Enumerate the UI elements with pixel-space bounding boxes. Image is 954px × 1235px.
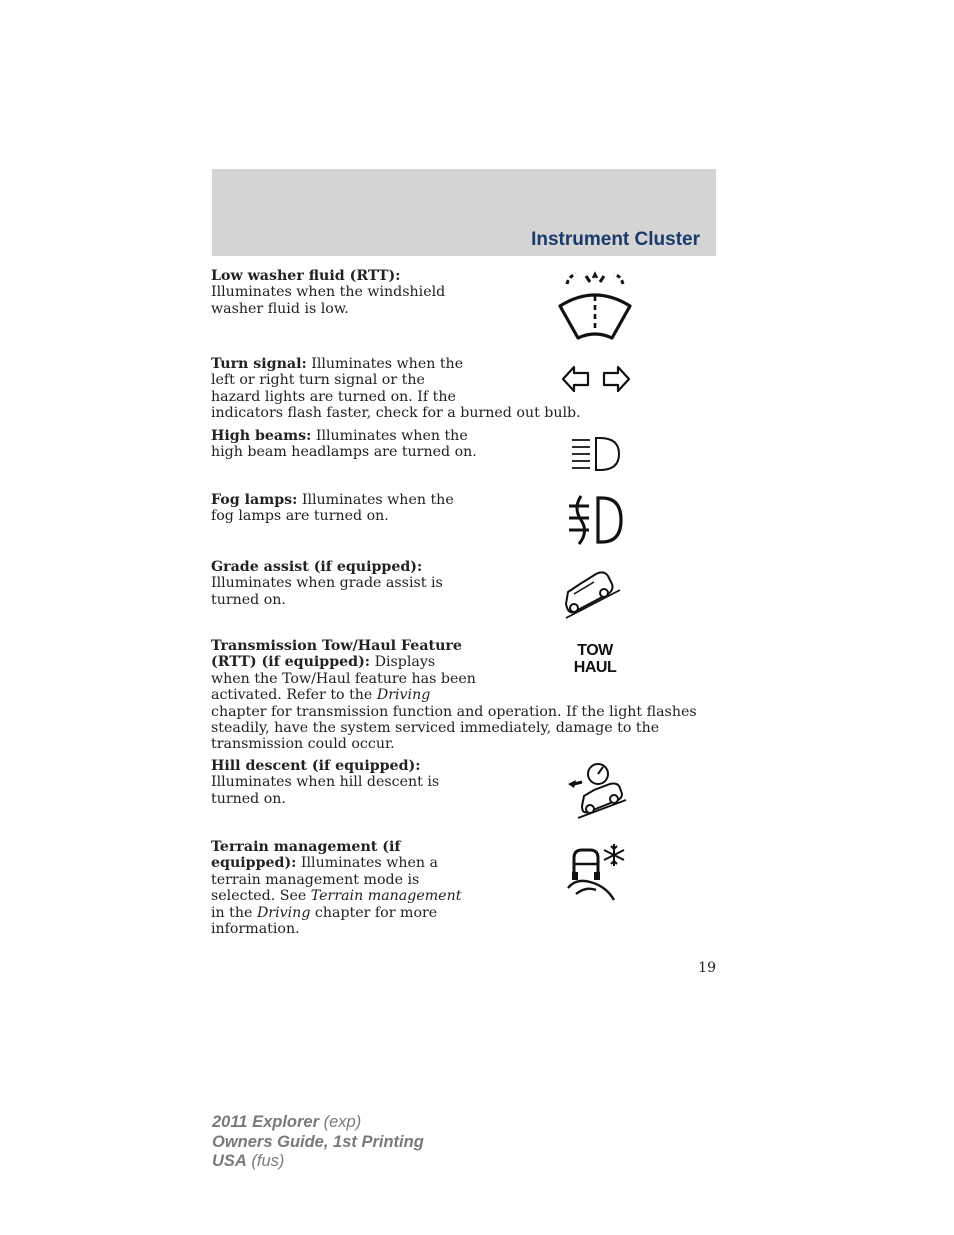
tow-label: TOW	[577, 642, 613, 659]
entry-text-italic: Driving	[376, 687, 431, 704]
footer-model: 2011 Explorer	[212, 1113, 320, 1131]
entry-text: washer fluid is low.	[211, 300, 349, 317]
entry-text: information.	[211, 921, 300, 938]
footer-code: (exp)	[319, 1113, 362, 1131]
section-header	[212, 169, 716, 256]
entry-title: Grade assist (if equipped):	[211, 559, 423, 575]
high-beam-icon	[570, 435, 624, 473]
entry-title: (RTT) (if equipped):	[211, 654, 371, 671]
entry-text: selected. See	[211, 888, 311, 905]
section-title: Instrument Cluster	[531, 229, 700, 250]
entry-title: equipped):	[211, 855, 297, 872]
entry-text: Illuminates when the	[306, 356, 464, 372]
entry-text: transmission could occur.	[211, 736, 395, 753]
entry-text: left or right turn signal or the	[211, 372, 425, 389]
entry-text: high beam headlamps are turned on.	[211, 444, 477, 461]
grade-assist-icon	[560, 566, 624, 622]
entry-text: turned on.	[211, 790, 286, 807]
entry-text: hazard lights are turned on. If the	[211, 388, 456, 405]
terrain-management-icon	[562, 842, 632, 906]
entry-terrain-management	[211, 839, 461, 937]
entry-text: Displays	[370, 654, 436, 671]
footer-code: (fus)	[246, 1152, 285, 1170]
entry-text: Illuminates when the	[311, 428, 468, 444]
entry-text-italic: Driving	[256, 904, 311, 921]
footer-info	[212, 1113, 424, 1172]
haul-label: HAUL	[573, 659, 617, 676]
entry-text: in the	[211, 904, 257, 921]
entry-title: Low washer fluid (RTT):	[211, 268, 401, 284]
entry-hill-descent	[211, 758, 439, 807]
entry-grade-assist	[211, 559, 443, 608]
entry-title: High beams:	[211, 428, 312, 444]
entry-turn-signal	[211, 356, 581, 422]
entry-title: Hill descent (if equipped):	[211, 758, 421, 774]
tow-haul-icon	[568, 642, 622, 676]
entry-text: activated. Refer to the	[211, 687, 377, 704]
entry-text: Illuminates when hill descent is	[211, 774, 440, 791]
entry-tow-haul	[211, 638, 697, 753]
entry-text: Illuminates when the windshield	[211, 284, 446, 301]
washer-fluid-icon	[550, 270, 640, 342]
entry-high-beams	[211, 428, 477, 461]
entry-text: terrain management mode is	[211, 871, 420, 888]
entry-text: when the Tow/Haul feature has been	[211, 670, 476, 687]
entry-text: chapter for transmission function and operation. If the light flashes	[211, 703, 697, 720]
entry-text: Illuminates when a	[296, 855, 438, 872]
entry-text: steadily, have the system serviced immediately, damage to the	[211, 720, 660, 737]
entry-fog-lamps	[211, 492, 454, 525]
entry-text-italic: Terrain management	[310, 888, 462, 905]
entry-low-washer-fluid	[211, 268, 445, 317]
entry-text: Illuminates when grade assist is	[211, 575, 443, 592]
entry-text: chapter for more	[310, 904, 438, 921]
page-number: 19	[698, 960, 716, 976]
entry-title: Transmission Tow/Haul Feature	[211, 638, 462, 654]
entry-title: Terrain management (if	[211, 839, 401, 855]
entry-text: turned on.	[211, 591, 286, 608]
entry-text: Illuminates when the	[297, 492, 454, 508]
turn-signal-icon	[560, 362, 632, 396]
entry-title: Fog lamps:	[211, 492, 298, 508]
entry-text: indicators flash faster, check for a burned out bulb.	[211, 405, 581, 422]
footer-guide: Owners Guide, 1st Printing	[212, 1132, 424, 1151]
hill-descent-icon	[564, 760, 630, 822]
entry-text: fog lamps are turned on.	[211, 508, 389, 525]
footer-region: USA	[212, 1152, 247, 1170]
entry-title: Turn signal:	[211, 356, 307, 372]
fog-lamp-icon	[565, 494, 625, 546]
